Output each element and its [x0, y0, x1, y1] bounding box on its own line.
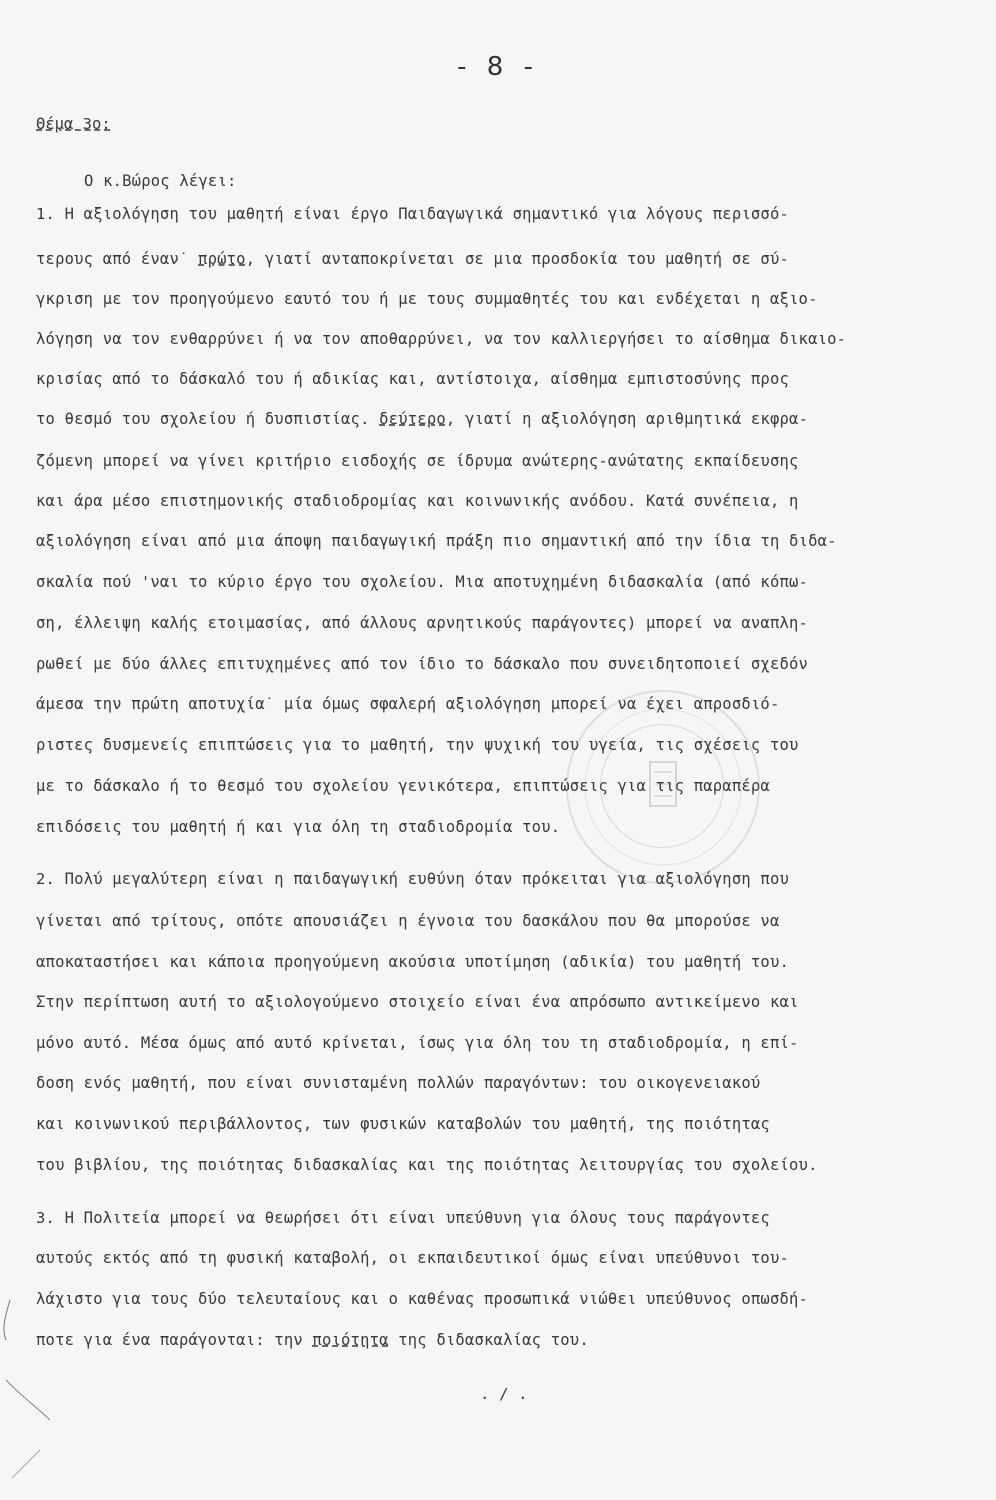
seal-ring-lettering: [568, 692, 758, 882]
text-line: [36, 993, 986, 1011]
margin-pen-mark: [0, 1300, 60, 1480]
text-line: [36, 777, 986, 795]
text-line: [36, 1156, 986, 1174]
text-line: [36, 1209, 986, 1227]
text-line: [36, 250, 986, 268]
text-line: [36, 1290, 986, 1308]
text-line: [36, 870, 986, 888]
underlined-word: δεύτερο: [379, 410, 446, 428]
text-line: [36, 953, 986, 971]
text-segment: ριστες δυσμενείς επιπτώσεις για το μαθητή, την ψυχική του υγεία, τις σχέσεις του: [36, 736, 799, 754]
section-heading: Θέμα 3ο:: [36, 115, 111, 133]
text-line: [36, 1074, 986, 1092]
text-segment: γίνεται από τρίτους, οπότε απουσιάζει η έγνοια του δασκάλου που θα μπορούσε να: [36, 912, 780, 930]
text-line: [36, 452, 986, 470]
text-segment: αξιολόγηση είναι από μια άποψη παιδαγωγική πράξη πιο σημαντική από την ίδια τη διδα-: [36, 532, 837, 550]
text-segment: και κοινωνικού περιβάλλοντος, των φυσικών καταβολών του μαθητή, της ποιότητας: [36, 1115, 770, 1133]
text-line: [36, 1249, 986, 1267]
text-line: [36, 912, 986, 930]
text-segment: με το δάσκαλο ή το θεσμό του σχολείου γενικότερα, επιπτώσεις για τις παραπέρα: [36, 777, 770, 795]
text-segment: ποτε για ένα παράγονται: την: [36, 1331, 313, 1349]
intro-line: Ο κ.Βώρος λέγει:: [84, 172, 237, 190]
text-segment: άμεσα την πρώτη αποτυχία˙ μία όμως σφαλερή αξιολόγηση μπορεί να έχει απροσδιό-: [36, 695, 780, 713]
text-line: [36, 410, 986, 428]
text-line: [36, 205, 986, 223]
text-segment: ζόμενη μπορεί να γίνει κριτήριο εισδοχής σε ίδρυμα ανώτερης-ανώτατης εκπαίδευσης: [36, 452, 799, 470]
text-segment: του βιβλίου, της ποιότητας διδασκαλίας και της ποιότητας λειτουργίας του σχολείου.: [36, 1156, 818, 1174]
text-segment: 2. Πολύ μεγαλύτερη είναι η παιδαγωγική ευθύνη όταν πρόκειται για αξιολόγηση που: [36, 870, 790, 888]
underlined-word: ποιότητα: [312, 1331, 389, 1349]
text-segment: , γιατί η αξιολόγηση αριθμητικά εκφρα-: [445, 410, 809, 428]
text-segment: αποκαταστήσει και κάποια προηγούμενη ακούσια υποτίμηση (αδικία) του μαθητή του.: [36, 953, 790, 971]
text-segment: και άρα μέσο επιστημονικής σταδιοδρομίας και κοινωνικής ανόδου. Κατά συνέπεια, η: [36, 492, 799, 510]
text-line: [36, 492, 986, 510]
text-segment: σκαλία πού 'ναι το κύριο έργο του σχολείου. Μια αποτυχημένη διδασκαλία (από κόπω-: [36, 573, 809, 591]
continuation-mark: . / .: [480, 1385, 528, 1403]
text-line: [36, 655, 986, 673]
official-seal: [566, 690, 760, 884]
text-line: [36, 736, 986, 754]
text-segment: Στην περίπτωση αυτή το αξιολογούμενο στοιχείο είναι ένα απρόσωπο αντικείμενο και: [36, 993, 799, 1011]
text-segment: αυτούς εκτός από τη φυσική καταβολή, οι εκπαιδευτικοί όμως είναι υπεύθυνοι του-: [36, 1249, 790, 1267]
text-segment: 1. Η αξιολόγηση του μαθητή είναι έργο Παιδαγωγικά σημαντικό για λόγους περισσό-: [36, 205, 790, 223]
text-line: [36, 290, 986, 308]
text-line: [36, 1331, 986, 1349]
text-line: [36, 330, 986, 348]
text-line: [36, 370, 986, 388]
text-line: [36, 532, 986, 550]
underlined-word: πρώτο: [198, 250, 246, 268]
text-line: [36, 1034, 986, 1052]
text-segment: ση, έλλειψη καλής ετοιμασίας, από άλλους αρνητικούς παράγοντες) μπορεί να αναπλη-: [36, 614, 809, 632]
text-segment: λόγηση να τον ενθαρρύνει ή να τον αποθαρρύνει, να τον καλλιεργήσει το αίσθημα δικαιο-: [36, 330, 847, 348]
text-line: [36, 573, 986, 591]
text-segment: , γιατί ανταποκρίνεται σε μια προσδοκία του μαθητή σε σύ-: [245, 250, 790, 268]
text-segment: το θεσμό του σχολείου ή δυσπιστίας.: [36, 410, 380, 428]
text-segment: ρωθεί με δύο άλλες επιτυχημένες από τον ίδιο το δάσκαλο που συνειδητοποιεί σχεδόν: [36, 655, 809, 673]
text-segment: δοση ενός μαθητή, που είναι συνισταμένη πολλών παραγόντων: του οικογενειακού: [36, 1074, 761, 1092]
text-segment: γκριση με τον προηγούμενο εαυτό του ή με τους συμμαθητές του και ενδέχεται η αξιο-: [36, 290, 818, 308]
text-segment: κρισίας από το δάσκαλό του ή αδικίας και, αντίστοιχα, αίσθημα εμπιστοσύνης προς: [36, 370, 790, 388]
text-line: [36, 818, 986, 836]
text-segment: τερους από έναν˙: [36, 250, 199, 268]
page-number: - 8 -: [457, 52, 539, 82]
text-segment: 3. Η Πολιτεία μπορεί να θεωρήσει ότι είναι υπεύθυνη για όλους τους παράγοντες: [36, 1209, 770, 1227]
text-segment: επιδόσεις του μαθητή ή και για όλη τη σταδιοδρομία του.: [36, 818, 561, 836]
text-line: [36, 1115, 986, 1133]
text-line: [36, 614, 986, 632]
text-segment: μόνο αυτό. Μέσα όμως από αυτό κρίνεται, ίσως για όλη του τη σταδιοδρομία, η επί-: [36, 1034, 799, 1052]
text-segment: λάχιστο για τους δύο τελευταίους και ο καθένας προσωπικά νιώθει υπεύθυνος οπωσδή-: [36, 1290, 809, 1308]
text-segment: της διδασκαλίας του.: [388, 1331, 589, 1349]
text-line: [36, 695, 986, 713]
